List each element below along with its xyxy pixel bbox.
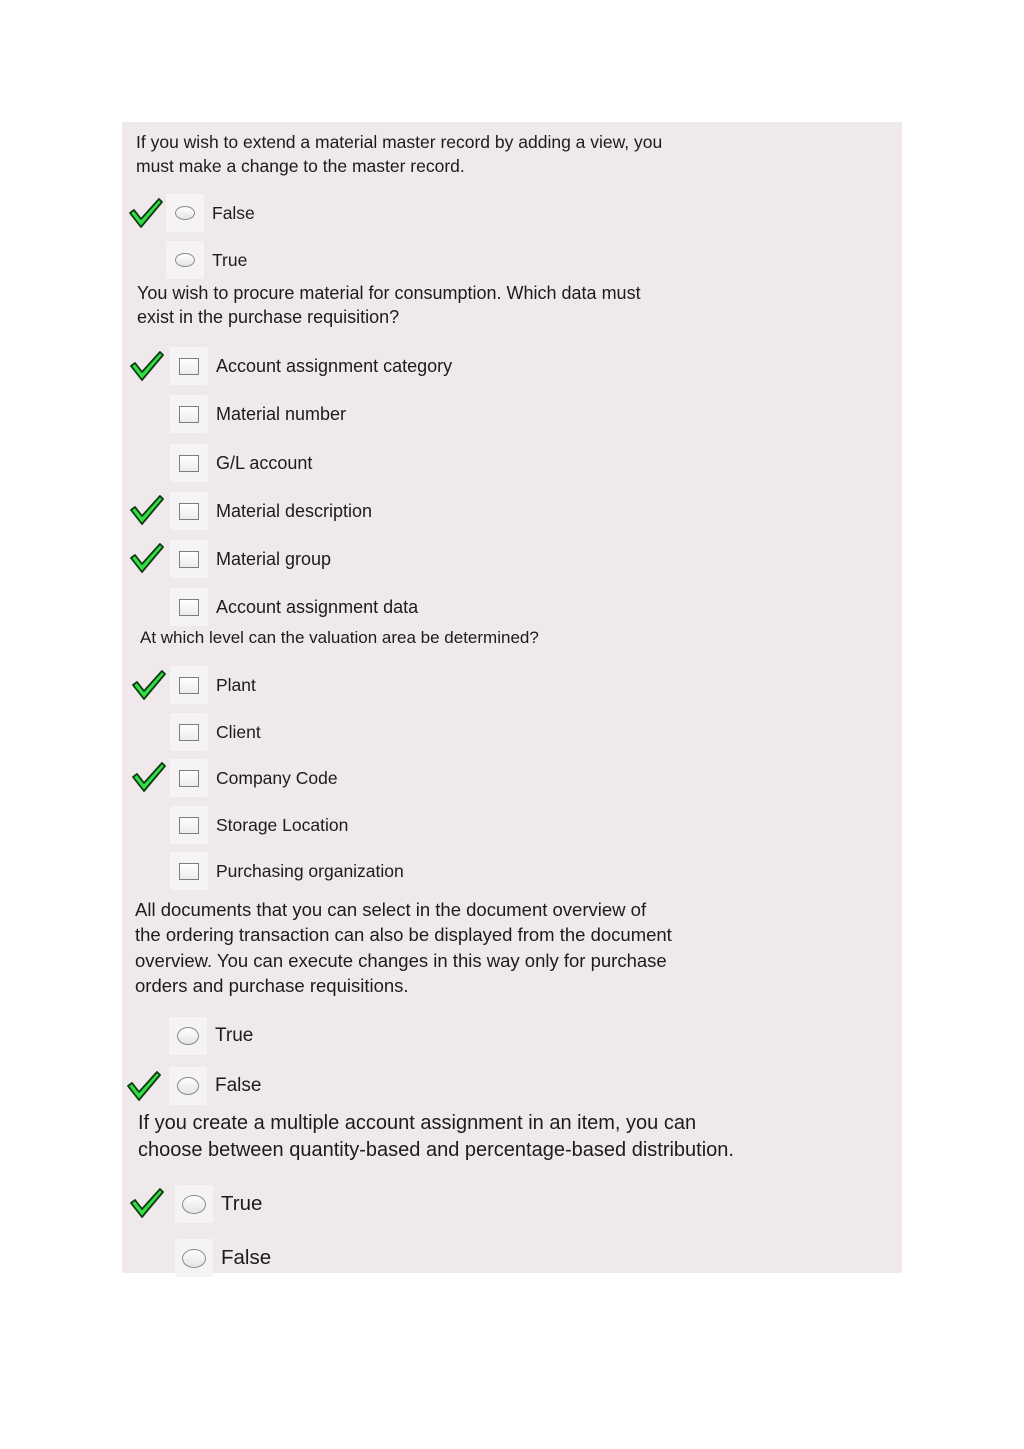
green-checkmark-icon <box>128 197 164 229</box>
checkbox-icon[interactable] <box>179 770 199 787</box>
checkbox-icon[interactable] <box>179 455 199 472</box>
question-2-option-3[interactable]: G/L account <box>170 443 312 483</box>
checkbox-icon[interactable] <box>179 358 199 375</box>
question-2-option-2[interactable]: Material number <box>170 394 346 434</box>
green-checkmark-icon <box>129 542 165 574</box>
question-1-text: If you wish to extend a material master record by adding a view, you must make a change to the master record. <box>136 132 663 176</box>
radio-button-icon[interactable] <box>177 1027 199 1045</box>
question-2-option-4[interactable]: Material description <box>170 491 372 531</box>
green-checkmark-icon <box>126 1070 162 1102</box>
green-checkmark-icon <box>129 494 165 526</box>
checkbox-icon[interactable] <box>179 406 199 423</box>
radio-button-icon[interactable] <box>182 1249 206 1268</box>
radio-button-icon[interactable] <box>182 1195 206 1214</box>
checkbox-icon[interactable] <box>179 677 199 694</box>
question-2-option-1[interactable]: Account assignment category <box>170 346 452 386</box>
question-3-option-1[interactable]: Plant <box>170 665 256 705</box>
question-1-option-1[interactable]: False <box>166 193 255 233</box>
green-checkmark-icon <box>131 669 167 701</box>
question-3-text: At which level can the valuation area be determined? <box>140 628 539 647</box>
question-5-text: If you create a multiple account assignment in an item, you can choose between quantity-based and percentage-based distribution. <box>138 1112 734 1161</box>
question-3-option-5[interactable]: Purchasing organization <box>170 851 404 891</box>
radio-button-icon[interactable] <box>175 206 195 220</box>
checkbox-icon[interactable] <box>179 599 199 616</box>
question-5-option-1[interactable]: True <box>175 1184 262 1224</box>
question-5-option-2[interactable]: False <box>175 1238 271 1278</box>
question-4-option-1[interactable]: True <box>169 1016 253 1056</box>
checkbox-icon[interactable] <box>179 817 199 834</box>
checkbox-icon[interactable] <box>179 503 199 520</box>
radio-button-icon[interactable] <box>175 253 195 267</box>
checkbox-icon[interactable] <box>179 724 199 741</box>
question-3-option-3[interactable]: Company Code <box>170 758 338 798</box>
question-3-option-4[interactable]: Storage Location <box>170 805 348 845</box>
radio-button-icon[interactable] <box>177 1077 199 1095</box>
question-1-option-2[interactable]: True <box>166 240 247 280</box>
green-checkmark-icon <box>129 350 165 382</box>
question-4-option-2[interactable]: False <box>169 1066 261 1106</box>
green-checkmark-icon <box>129 1187 165 1219</box>
green-checkmark-icon <box>131 761 167 793</box>
checkbox-icon[interactable] <box>179 551 199 568</box>
question-2-option-5[interactable]: Material group <box>170 539 331 579</box>
question-3-option-2[interactable]: Client <box>170 712 261 752</box>
question-4-text: All documents that you can select in the document overview of the ordering transaction can also be displayed from the document overview. You can execute changes in this way only for purchase orders and purchase requisitions. <box>135 899 672 996</box>
question-2-option-6[interactable]: Account assignment data <box>170 587 418 627</box>
question-2-text: You wish to procure material for consumption. Which data must exist in the purchase requisition? <box>137 283 641 327</box>
checkbox-icon[interactable] <box>179 863 199 880</box>
